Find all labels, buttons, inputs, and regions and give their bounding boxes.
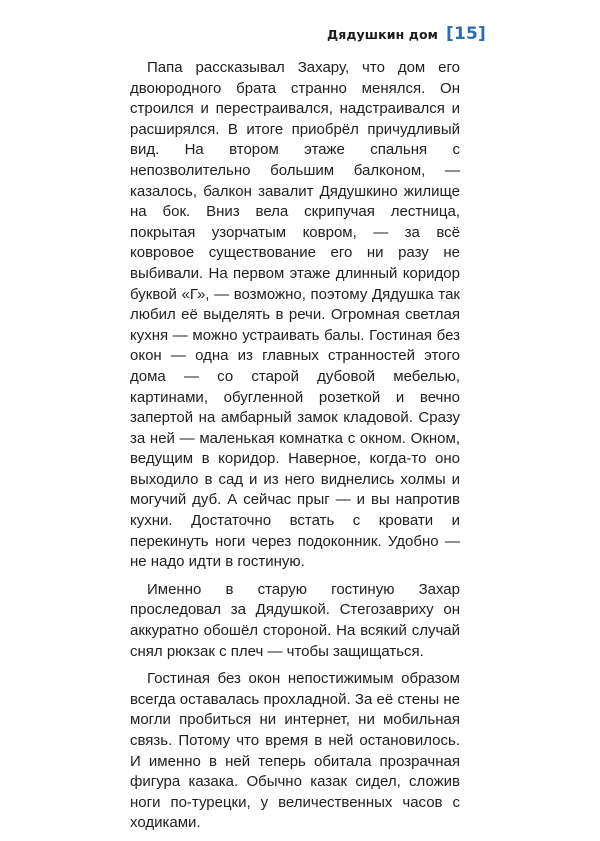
- running-head: [327, 24, 486, 44]
- paragraph-3: Гостиная без окон непостижимым образом всегда оставалась прохладной. За её стены не могли пробиться ни интернет, ни мобильная связь. Потому что время в ней остановилось. И именно в ней теперь обитала прозрачная фигура казака. Обычно казак сидел, сложив ноги по-турецки, у величественных часов с ходиками.: [130, 670, 460, 832]
- page-number: [15]: [446, 24, 486, 44]
- chapter-title: Дядушкин дом: [326, 26, 438, 42]
- paragraph-1: Папа рассказывал Захару, что дом его двоюродного брата странно менялся. Он строился и перестраивался, надстраивался и расширялся. В итоге приобрёл причудливый вид. На втором этаже спальня с непозволительно большим балконом, — казалось, балкон завалит Дядушкино жилище на бок. Вниз вела скрипучая лестница, покрытая узорчатым ковром, — за всё ковровое существование его ни разу не выбивали. На первом этаже длинный коридор буквой «Г», — возможно, поэтому Дядушка так любил её выделять в речи. Огромная светлая кухня — можно устраивать балы. Гостиная без окон — одна из главных странностей этого дома — со старой дубовой мебелью, картинами, обугленной розеткой и вечно запертой на амбарный замок кладовой. Сразу за ней — маленькая комнатка с окном. Окном, ведущим в коридор. Наверное, когда-то оно выходило в сад и из него виднелись холмы и могучий дуб. А сейчас прыг — и вы напротив кухни. Достаточно встать с кровати и перекинуть ноги через подоконник. Удобно — не надо идти в гостиную.: [130, 59, 460, 571]
- body-text: [130, 58, 460, 841]
- paragraph-2: Именно в старую гостиную Захар проследовал за Дядушкой. Стегозавриху он аккуратно обошёл стороной. На всякий случай снял рюкзак с плеч — чтобы защищаться.: [130, 580, 460, 660]
